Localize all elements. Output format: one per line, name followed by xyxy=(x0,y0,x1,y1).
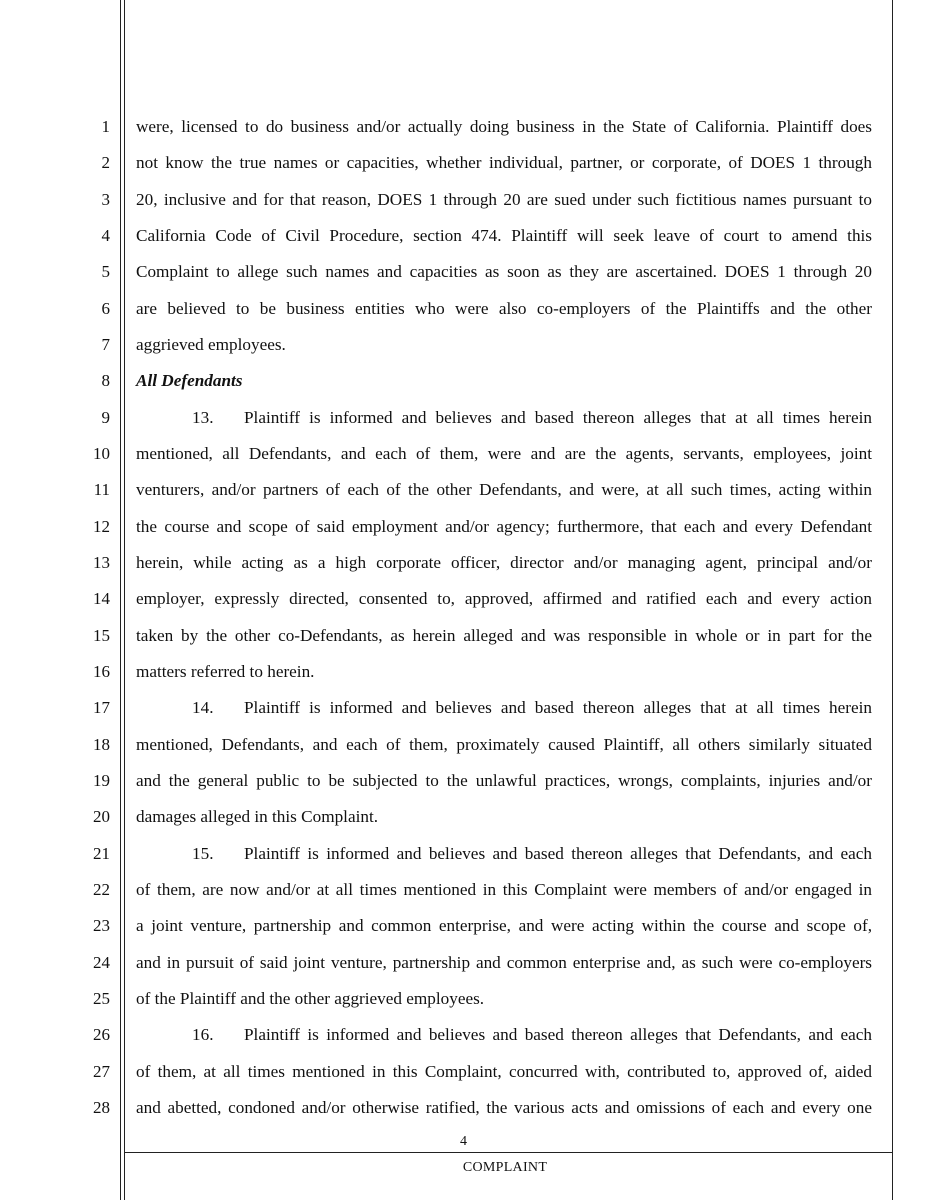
line-number: 3 xyxy=(101,190,110,209)
section-heading: All Defendants xyxy=(136,371,243,390)
body-line: herein, while acting as a high corporate officer, director and/or managing agent, principal and/or xyxy=(136,553,872,572)
line-number: 9 xyxy=(101,408,110,427)
line-number: 15 xyxy=(93,626,110,645)
left-margin-rule-inner xyxy=(124,0,125,1200)
paragraph-15-first-line xyxy=(136,844,872,864)
line-number: 11 xyxy=(93,480,110,499)
body-line: taken by the other co-Defendants, as herein alleged and was responsible in whole or in part for the xyxy=(136,626,872,645)
line-number: 24 xyxy=(93,953,110,972)
line-number: 18 xyxy=(93,735,110,754)
body-line: not know the true names or capacities, whether individual, partner, or corporate, of DOES 1 through xyxy=(136,153,872,172)
body-line: the course and scope of said employment and/or agency; furthermore, that each and every Defendant xyxy=(136,517,872,536)
line-number: 21 xyxy=(93,844,110,863)
line-number: 14 xyxy=(93,589,110,608)
body-line: are believed to be business entities who were also co-employers of the Plaintiffs and the other xyxy=(136,299,872,318)
line-number: 1 xyxy=(101,117,110,136)
paragraph-number: 16. xyxy=(192,1025,214,1044)
line-number: 27 xyxy=(93,1062,110,1081)
body-line: Complaint to allege such names and capacities as soon as they are ascertained. DOES 1 through 20 xyxy=(136,262,872,281)
right-margin-rule xyxy=(892,0,893,1200)
body-line: of them, are now and/or at all times mentioned in this Complaint were members of and/or engaged in xyxy=(136,880,872,899)
paragraph-14-first-line xyxy=(136,698,872,718)
line-number: 7 xyxy=(101,335,110,354)
line-number: 25 xyxy=(93,989,110,1008)
body-line-text: Plaintiff is informed and believes and based thereon alleges that Defendants, and each xyxy=(244,1025,872,1044)
page-number: 4 xyxy=(460,1134,467,1149)
line-number: 16 xyxy=(93,662,110,681)
line-number: 26 xyxy=(93,1025,110,1044)
line-number: 28 xyxy=(93,1098,110,1117)
line-number: 19 xyxy=(93,771,110,790)
footer-divider xyxy=(124,1152,893,1153)
paragraph-13-first-line xyxy=(136,408,872,428)
line-number: 5 xyxy=(101,262,110,281)
line-number: 6 xyxy=(101,299,110,318)
paragraph-number: 13. xyxy=(192,408,214,427)
line-number: 17 xyxy=(93,698,110,717)
body-line: aggrieved employees. xyxy=(136,335,286,354)
body-line: venturers, and/or partners of each of the other Defendants, and were, at all such times, acting within xyxy=(136,480,872,499)
body-line-text: Plaintiff is informed and believes and based thereon alleges that Defendants, and each xyxy=(244,844,872,863)
line-number: 10 xyxy=(93,444,110,463)
paragraph-number: 14. xyxy=(192,698,214,717)
body-line: of them, at all times mentioned in this Complaint, concurred with, contributed to, approved of, aided xyxy=(136,1062,872,1081)
left-margin-rule-outer xyxy=(120,0,121,1200)
body-line: damages alleged in this Complaint. xyxy=(136,807,379,826)
body-line: California Code of Civil Procedure, section 474. Plaintiff will seek leave of court to amend this xyxy=(136,226,872,245)
body-line: mentioned, Defendants, and each of them, proximately caused Plaintiff, all others similarly situated xyxy=(136,735,872,754)
body-line: a joint venture, partnership and common enterprise, and were acting within the course and scope of, xyxy=(136,916,872,935)
line-number: 22 xyxy=(93,880,110,899)
body-line: and the general public to be subjected to the unlawful practices, wrongs, complaints, injuries and/or xyxy=(136,771,872,790)
paragraph-number: 15. xyxy=(192,844,214,863)
line-number: 8 xyxy=(101,371,110,390)
body-line: employer, expressly directed, consented to, approved, affirmed and ratified each and every action xyxy=(136,589,872,608)
body-line-text: Plaintiff is informed and believes and based thereon alleges that at all times herein xyxy=(244,408,872,427)
body-line: mentioned, all Defendants, and each of them, were and are the agents, servants, employees, joint xyxy=(136,444,872,463)
line-number: 23 xyxy=(93,916,110,935)
body-line: matters referred to herein. xyxy=(136,662,315,681)
footer-document-title: COMPLAINT xyxy=(462,1160,548,1175)
body-line-text: Plaintiff is informed and believes and based thereon alleges that at all times herein xyxy=(244,698,872,717)
body-line: were, licensed to do business and/or actually doing business in the State of California. Plaintiff does xyxy=(136,117,872,136)
body-line: of the Plaintiff and the other aggrieved employees. xyxy=(136,989,485,1008)
line-number: 13 xyxy=(93,553,110,572)
line-number: 12 xyxy=(93,517,110,536)
body-line: and abetted, condoned and/or otherwise ratified, the various acts and omissions of each and every one xyxy=(136,1098,872,1117)
line-number: 2 xyxy=(101,153,110,172)
paragraph-16-first-line xyxy=(136,1025,872,1045)
body-line: and in pursuit of said joint venture, partnership and common enterprise and, as such were co-employers xyxy=(136,953,872,972)
line-number: 20 xyxy=(93,807,110,826)
body-line: 20, inclusive and for that reason, DOES 1 through 20 are sued under such fictitious names pursuant to xyxy=(136,190,872,209)
line-number: 4 xyxy=(101,226,110,245)
